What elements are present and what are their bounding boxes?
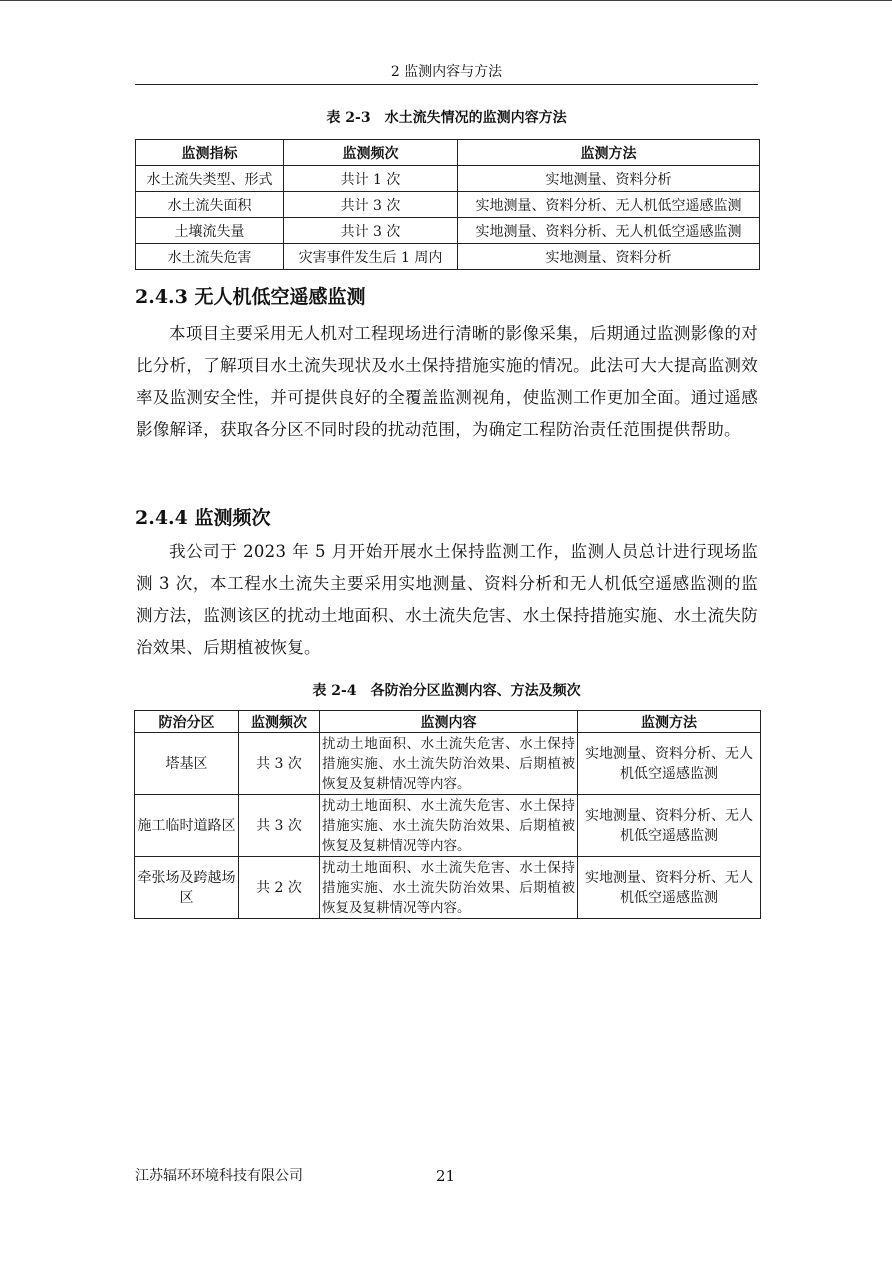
table-cell: 土壤流失量 [136,218,284,244]
footer-company: 江苏辐环环境科技有限公司 [135,1168,303,1184]
column-header: 监测方法 [578,711,761,733]
table-2-4 [134,710,761,919]
table-2-4-caption-title: 各防治分区监测内容、方法及频次 [370,683,581,699]
table-cell: 实地测量、资料分析、无人机低空遥感监测 [458,218,760,244]
table-cell: 水土流失危害 [136,244,284,270]
table-cell: 水土流失类型、形式 [136,166,284,192]
table-cell: 实地测量、资料分析、无人机低空遥感监测 [578,795,761,857]
top-border [0,0,892,1]
section-2-4-3-paragraph: 本项目主要采用无人机对工程现场进行清晰的影像采集，后期通过监测影像的对比分析，了解项目水土流失现状及水土保持措施实施的情况。此法可大大提高监测效率及监测安全性，并可提供良好的全覆盖监测视角，使监测工作更加全面。通过遥感影像解译，获取各分区不同时段的扰动范围，为确定工程防治责任范围提供帮助。 [136,324,758,439]
table-2-4-caption-number: 表 2-4 [312,683,357,699]
running-header: 2 监测内容与方法 [390,64,503,80]
table-row [136,192,760,218]
table-cell: 施工临时道路区 [135,795,239,857]
section-2-4-4-paragraph: 我公司于 2023 年 5 月开始开展水土保持监测工作，监测人员总计进行现场监测 3 次，本工程水土流失主要采用实地测量、资料分析和无人机低空遥感监测的监测方法，监测该区的扰动土地面积、水土流失危害、水土保持措施实施、水土流失防治效果、后期植被恢复。 [136,542,758,657]
table-cell: 实地测量、资料分析、无人机低空遥感监测 [578,857,761,919]
table-row [136,166,760,192]
table-row [136,244,760,270]
table-2-4-caption [135,682,758,700]
table-row [135,733,761,795]
table-2-3 [135,139,760,270]
table-cell: 共计 3 次 [284,192,458,218]
table-cell: 扰动土地面积、水土流失危害、水土保持措施实施、水土流失防治效果、后期植被恢复及复耕情况等内容。 [320,733,578,795]
table-cell: 灾害事件发生后 1 周内 [284,244,458,270]
table-cell: 共 2 次 [239,857,320,919]
table-cell: 共 3 次 [239,733,320,795]
table-header-row [135,711,761,733]
table-row [135,795,761,857]
table-cell: 实地测量、资料分析、无人机低空遥感监测 [458,192,760,218]
column-header: 监测指标 [136,140,284,166]
table-cell: 水土流失面积 [136,192,284,218]
column-header: 监测频次 [239,711,320,733]
table-2-3-caption [135,109,758,127]
table-header-row [136,140,760,166]
table-cell: 实地测量、资料分析 [458,244,760,270]
section-heading-2-4-4: 2.4.4 监测频次 [135,507,271,529]
table-cell: 扰动土地面积、水土流失危害、水土保持措施实施、水土流失防治效果、后期植被恢复及复耕情况等内容。 [320,857,578,919]
table-cell: 实地测量、资料分析 [458,166,760,192]
column-header: 监测方法 [458,140,760,166]
table-row [135,857,761,919]
table-row [136,218,760,244]
table-cell: 实地测量、资料分析、无人机低空遥感监测 [578,733,761,795]
table-cell: 塔基区 [135,733,239,795]
page-number: 21 [436,1167,456,1185]
table-cell: 共计 1 次 [284,166,458,192]
table-cell: 扰动土地面积、水土流失危害、水土保持措施实施、水土流失防治效果、后期植被恢复及复耕情况等内容。 [320,795,578,857]
table-cell: 牵张场及跨越场区 [135,857,239,919]
table-2-3-caption-number: 表 2-3 [326,110,371,126]
column-header: 监测频次 [284,140,458,166]
header-rule [135,84,758,85]
column-header: 监测内容 [320,711,578,733]
table-cell: 共 3 次 [239,795,320,857]
table-cell: 共计 3 次 [284,218,458,244]
column-header: 防治分区 [135,711,239,733]
section-heading-2-4-3: 2.4.3 无人机低空遥感监测 [135,286,366,308]
table-2-3-caption-title: 水土流失情况的监测内容方法 [384,110,567,126]
